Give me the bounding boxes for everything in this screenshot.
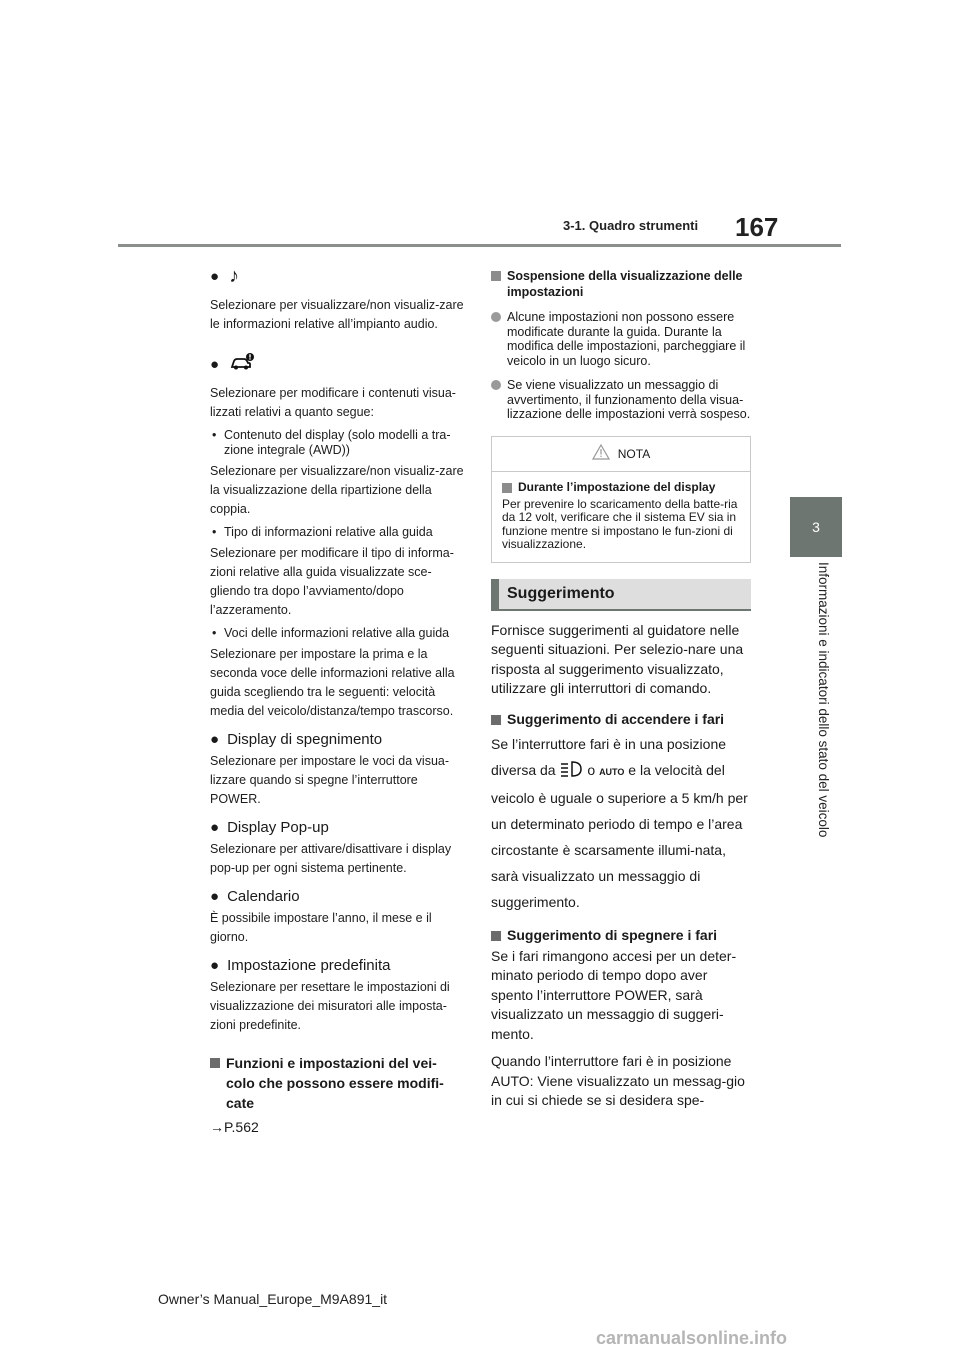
calendar-title: Calendario xyxy=(227,888,300,905)
popup-display-title: Display Pop-up xyxy=(227,819,329,836)
warning-triangle-icon xyxy=(592,444,610,463)
side-label-text: Informazioni e indicatori dello stato del veicolo xyxy=(816,562,831,838)
bullet-icon: ● xyxy=(210,957,220,974)
suspension-note-1 xyxy=(491,310,751,368)
vehicle-description: Selezionare per modificare i contenuti visua-lizzati relativi a quanto segue: xyxy=(210,386,456,419)
calendar-heading xyxy=(210,888,465,905)
display-content-text: Selezionare per visualizzare/non visualiz-zare la visualizzazione della ripartizione della coppia. xyxy=(210,464,464,516)
square-bullet-icon xyxy=(491,715,501,725)
page-number: 167 xyxy=(735,212,779,242)
suggestion-title: Suggerimento xyxy=(507,584,615,602)
shutdown-display-text: Selezionare per impostare le voci da visua-lizzare quando si spegne l’interruttore POWER. xyxy=(210,754,450,806)
section-bar xyxy=(491,579,499,609)
page-reference-link[interactable]: →P.562 xyxy=(210,1119,259,1135)
square-bullet-icon xyxy=(210,1058,220,1068)
notice-label: NOTA xyxy=(617,446,651,461)
audio-option xyxy=(210,262,465,290)
bullet-icon: ● xyxy=(210,731,220,748)
suspension-note-1-text: Alcune impostazioni non possono essere modificate durante la guida. Durante la modifica delle impostazioni, parcheggiare il veicolo in un luogo sicuro. xyxy=(507,310,746,368)
default-setting-text: Selezionare per resettare le impostazioni di visualizzazione dei misuratori alle imposta-zioni predefinite. xyxy=(210,980,450,1032)
shutdown-display-heading xyxy=(210,731,465,748)
notice-title: Durante l’impostazione del display xyxy=(518,479,716,494)
popup-display-heading xyxy=(210,819,465,836)
bullet-icon: ● xyxy=(210,888,220,905)
default-setting-heading xyxy=(210,957,465,974)
left-column xyxy=(210,262,465,1135)
square-bullet-icon xyxy=(491,271,501,281)
lights-off-heading xyxy=(491,927,751,943)
right-column xyxy=(491,262,751,1111)
notice-heading xyxy=(502,480,740,494)
lights-off-text-2: Quando l’interruttore fari è in posizione AUTO: Viene visualizzato un messag-gio in cui si chiede se si desidera spe- xyxy=(491,1053,745,1108)
driving-info-type-text: Selezionare per modificare il tipo di informa-zioni relative alla guida visualizzate sce-gliendo tra dopo l’avviamento/dopo l’azzeramento. xyxy=(210,546,454,617)
shutdown-display-title: Display di spegnimento xyxy=(227,731,383,748)
lights-off-text: Se i fari rimangono accesi per un deter-minato periodo di tempo dopo aver spento l’interruttore POWER, sarà visualizzato un messaggio di suggeri-mento. xyxy=(491,947,737,1042)
lights-on-text-b: e la velocità del veicolo è uguale o superiore a 5 km/h per un determinato periodo di tempo e l’area circostante è scarsamente illumi-nata, sarà visualizzato un messaggio di suggerimento. xyxy=(491,761,748,910)
suspension-note-2 xyxy=(491,378,751,422)
notice-box xyxy=(491,436,751,563)
circle-bullet-icon xyxy=(491,380,501,390)
driving-info-items-text: Selezionare per impostare la prima e la seconda voce delle informazioni relative alla guida scegliendo tra le seguenti: velocità media del veicolo/distanza/tempo trascorso. xyxy=(210,647,455,718)
popup-display-text: Selezionare per attivare/disattivare i display pop-up per ogni sistema pertinente. xyxy=(210,842,452,875)
bullet-icon: ● xyxy=(210,355,220,373)
lights-on-title: Suggerimento di accendere i fari xyxy=(507,710,725,727)
lights-on-text xyxy=(491,731,751,915)
lights-on-text-a: Se l’interruttore fari è in una posizione diversa da xyxy=(491,735,727,778)
vehicle-option xyxy=(210,350,465,378)
bullet-icon: ● xyxy=(210,819,220,836)
notice-text: Per prevenire lo scaricamento della batte-ria da 12 volt, verificare che il sistema EV sia in funzione mentre si impostano le fun-zioni di visualizzazione. xyxy=(502,496,738,551)
header-divider xyxy=(118,244,841,247)
headlight-icon xyxy=(559,762,587,778)
music-note-icon: ♪ xyxy=(229,264,240,287)
calendar-text: È possibile impostare l’anno, il mese e il giorno. xyxy=(210,911,432,944)
chapter-tab: 3 xyxy=(790,497,842,557)
chapter-side-label xyxy=(759,562,849,838)
suggestion-intro: Fornisce suggerimenti al guidatore nelle seguenti situazioni. Per selezio-nare una risposta al suggerimento visualizzato, utilizzare gli interruttori di comando. xyxy=(491,621,744,696)
square-bullet-icon xyxy=(491,931,501,941)
vehicle-settings-icon xyxy=(229,352,255,377)
bullet-icon: ● xyxy=(210,267,220,285)
manual-footer: Owner’s Manual_Europe_M9A891_it xyxy=(158,1291,388,1307)
display-content-item: • Contenuto del display (solo modelli a tra-zione integrale (AWD)) xyxy=(210,428,465,458)
auto-icon: AUTO xyxy=(599,766,625,777)
circle-bullet-icon xyxy=(491,312,501,322)
suspension-title: Sospensione della visualizzazione delle impostazioni xyxy=(507,269,743,299)
chapter-title: 3-1. Quadro strumenti xyxy=(563,218,699,233)
notice-header xyxy=(492,437,750,472)
lights-on-text-or: o xyxy=(587,761,596,778)
watermark: carmanualsonline.info xyxy=(596,1328,788,1348)
audio-description: Selezionare per visualizzare/non visualiz-zare le informazioni relative all’impianto audio. xyxy=(210,298,464,331)
square-bullet-icon xyxy=(502,483,512,493)
customizable-functions-title: Funzioni e impostazioni del vei-colo che possono essere modifi-cate xyxy=(226,1055,444,1111)
lights-on-heading xyxy=(491,711,751,727)
suspension-heading xyxy=(491,268,751,300)
suspension-note-2-text: Se viene visualizzato un messaggio di avvertimento, il funzionamento della visua-lizzazione delle impostazioni verrà sospeso. xyxy=(507,378,751,421)
suggestion-section-header xyxy=(491,579,751,611)
driving-info-type-item: • Tipo di informazioni relative alla guida xyxy=(210,525,465,540)
default-setting-title: Impostazione predefinita xyxy=(227,957,391,974)
lights-off-title: Suggerimento di spegnere i fari xyxy=(507,926,718,943)
customizable-functions-heading xyxy=(210,1053,465,1113)
driving-info-items-item: • Voci delle informazioni relative alla guida xyxy=(210,626,465,641)
